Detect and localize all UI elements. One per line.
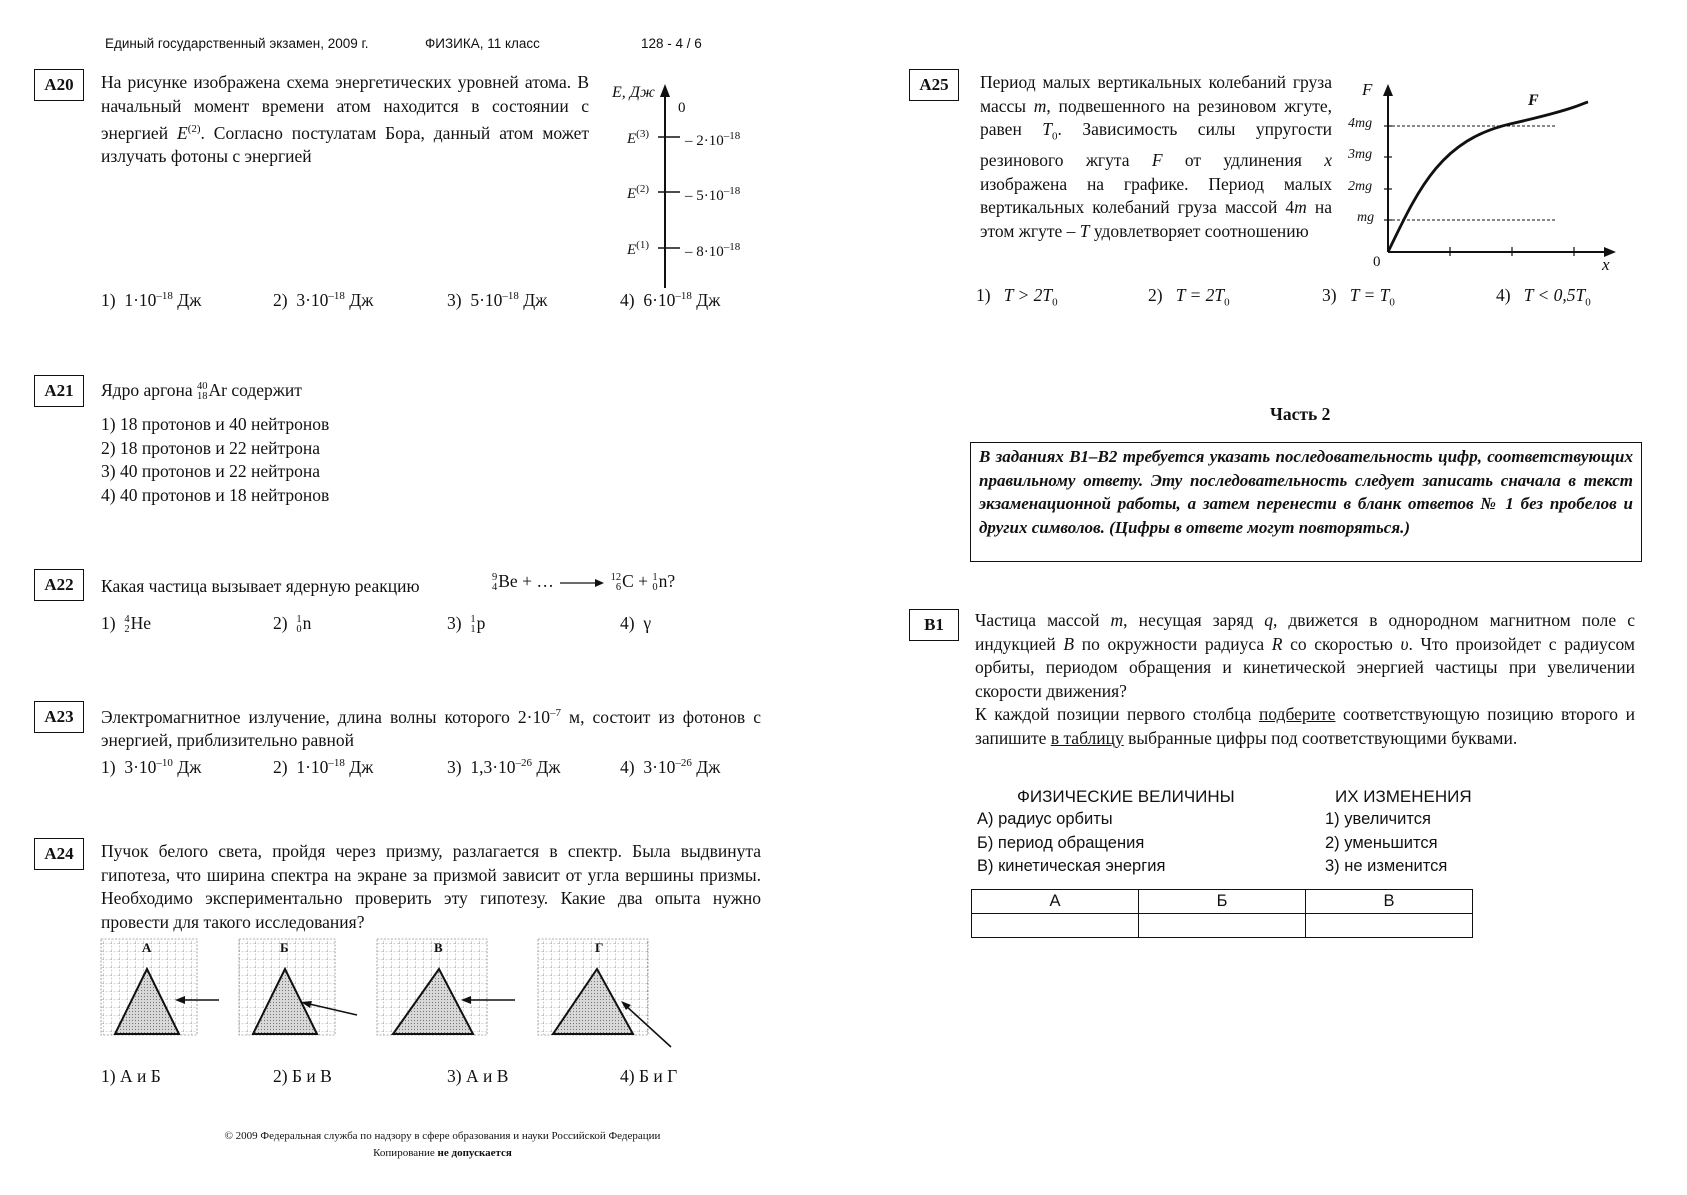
question-number-a23: А23 [34, 701, 84, 733]
b1-col2-item-1: 1) увеличится [1325, 810, 1431, 828]
graph-origin-label: 0 [1373, 254, 1381, 270]
header-exam: Единый государственный экзамен, 2009 г. [105, 36, 369, 51]
footer-copy-notice: Копирование не допускается [373, 1147, 512, 1159]
question-number-a20: А20 [34, 69, 84, 101]
a24-option-1: 1) А и Б [101, 1066, 161, 1086]
prism-figure-b [239, 939, 357, 1035]
b1-answer-cell-a[interactable] [972, 914, 1139, 938]
b1-col2-item-3: 3) не изменится [1325, 857, 1448, 875]
a23-option-3: 3) $1,3\cdot 10^{-26}$ Дж [447, 757, 561, 777]
b1-table-header-b: Б [1139, 890, 1306, 914]
b1-col1-header: ФИЗИЧЕСКИЕ ВЕЛИЧИНЫ [1017, 787, 1235, 806]
a22-option-1: 1) 4 2 He [101, 613, 151, 635]
a21-text: Ядро аргона 40 18 Ar содержит [101, 380, 302, 402]
energy-level-2-name: $E^{(2)}$ [627, 183, 649, 202]
a22-text: Какая частица вызывает ядерную реакцию [101, 576, 420, 596]
b1-col2-item-2: 2) уменьшится [1325, 834, 1438, 852]
a25-option-1: 1) $T > 2T_0$ [976, 285, 1058, 309]
b1-col1-item-b: Б) период обращения [977, 834, 1145, 852]
question-number-a25: А25 [909, 69, 959, 101]
a25-option-3: 3) $T = T_0$ [1322, 285, 1395, 309]
b1-col1-item-a: А) радиус орбиты [977, 810, 1113, 828]
graph-f-axis-label: F [1362, 80, 1373, 99]
header-subject: ФИЗИКА, 11 класс [425, 36, 540, 51]
graph-tick-mg: mg [1357, 210, 1375, 225]
reaction-arrow-icon [558, 577, 606, 589]
energy-level-3-value: – $2\cdot 10^{-18}$ [685, 130, 741, 149]
a21-option-4: 4) 40 протонов и 18 нейтронов [101, 485, 330, 505]
prism-label-a: А [142, 940, 152, 955]
a25-option-4: 4) $T < 0,5T_0$ [1496, 285, 1591, 309]
graph-curve-label: F [1528, 92, 1539, 109]
part2-title: Часть 2 [1270, 404, 1331, 424]
graph-tick-3mg: 3mg [1348, 147, 1373, 162]
a22-option-3: 3) 1 1 p [447, 613, 486, 635]
question-number-b1: В1 [909, 609, 959, 641]
b1-table-header-a: А [972, 890, 1139, 914]
a22-reaction: 9 4 Be + … 12 6 C + 1 0 n? [492, 571, 676, 593]
energy-level-1-value: – $8\cdot 10^{-18}$ [685, 241, 741, 260]
b1-col2-header: ИХ ИЗМЕНЕНИЯ [1335, 787, 1472, 806]
a22-option-4: 4) γ [620, 613, 652, 633]
energy-axis-label: E, Дж [612, 84, 655, 101]
a24-text: Пучок белого света, пройдя через призму, разлагается в спектр. Была выдвинута гипотеза, что ширина спектра на экране за призмой зависит от угла вершины призмы. Необходимо экспериментально проверить эту гипотезу. Какие два опыта нужно провести для такого исследования? [101, 841, 761, 932]
graph-x-axis-label: x [1602, 255, 1610, 274]
footer-copyright: © 2009 Федеральная служба по надзору в сфере образования и науки Российской Федерации [224, 1130, 661, 1142]
prism-figures [95, 935, 695, 1055]
a20-option-1: 1) $1\cdot 10^{-18}$ Дж [101, 290, 202, 310]
a23-text: Электромагнитное излучение, длина волны которого $2\cdot 10^{-7}$ м, состоит из фотонов с энергией, приблизительно равной [101, 706, 761, 751]
prism-label-d: Г [595, 940, 604, 955]
energy-level-2-value: – $5\cdot 10^{-18}$ [685, 185, 741, 204]
a23-option-2: 2) $1\cdot 10^{-18}$ Дж [273, 757, 374, 777]
b1-text: Частица массой m, несущая заряд q, движется в однородном магнитном поле с индукцией B по окружности радиуса R со скоростью υ. Что произойдет с радиусом орбиты, периодом обращения и кинетической энергией частицы при увеличении скорости движения? К каждой позиции первого столбца подберите соответствующую позицию второго и запишите в таблицу выбранные цифры под соответствующими буквами. [975, 610, 1635, 748]
question-number-a24: А24 [34, 838, 84, 870]
a21-option-2: 2) 18 протонов и 22 нейтрона [101, 438, 320, 458]
prism-label-c: В [434, 940, 443, 955]
graph-tick-2mg: 2mg [1348, 179, 1373, 194]
a20-option-4: 4) $6\cdot 10^{-18}$ Дж [620, 290, 721, 310]
energy-level-3-name: $E^{(3)}$ [627, 128, 649, 147]
a22-option-2: 2) 1 0 n [273, 613, 312, 635]
graph-tick-4mg: 4mg [1348, 116, 1373, 131]
a20-option-3: 3) $5\cdot 10^{-18}$ Дж [447, 290, 548, 310]
b1-col1-item-c: В) кинетическая энергия [977, 857, 1166, 875]
prism-figure-d [538, 939, 671, 1047]
b1-answer-cell-c[interactable] [1306, 914, 1473, 938]
energy-level-1-name: $E^{(1)}$ [627, 239, 649, 258]
a24-option-2: 2) Б и В [273, 1066, 332, 1086]
a23-option-4: 4) $3\cdot 10^{-26}$ Дж [620, 757, 721, 777]
b1-answer-cell-b[interactable] [1139, 914, 1306, 938]
b1-table-header-c: В [1306, 890, 1473, 914]
a25-option-2: 2) $T = 2T_0$ [1148, 285, 1230, 309]
a25-text: Период малых вертикальных колебаний груза массы m, подвешенного на резиновом жгуте, равен $T_0$. Зависимость силы упругости резинового жгута F от удлинения x изображена на графике. Период малых вертикальных колебаний груза массой 4m на этом жгуте – T удовлетворяет соотношению [980, 72, 1333, 241]
a24-option-3: 3) А и В [447, 1066, 509, 1086]
force-graph [1340, 80, 1620, 280]
prism-label-b: Б [280, 940, 289, 955]
a20-option-2: 2) $3\cdot 10^{-18}$ Дж [273, 290, 374, 310]
a20-text: На рисунке изображена схема энергетических уровней атома. В начальный момент времени атом находится в состоянии с энергией $E^{(2)}$. Согласно постулатам Бора, данный атом может излучать фотоны с энергией [101, 72, 589, 167]
energy-zero-label: 0 [678, 100, 686, 116]
a24-option-4: 4) Б и Г [620, 1066, 678, 1086]
question-number-a22: А22 [34, 569, 84, 601]
b1-answer-table [971, 889, 1473, 938]
prism-figure-c [377, 939, 515, 1035]
prism-figure-a [101, 939, 219, 1035]
part2-instruction: В заданиях В1–В2 требуется указать последовательность цифр, соответствующих правильному ответу. Эту последовательность следует записать сначала в текст экзаменационной работы, а затем перенести в бланк ответов № 1 без пробелов и других символов. (Цифры в ответе могут повторяться.) [970, 442, 1642, 562]
a23-option-1: 1) $3\cdot 10^{-10}$ Дж [101, 757, 202, 777]
header-page: 128 - 4 / 6 [641, 36, 702, 51]
a21-option-1: 1) 18 протонов и 40 нейтронов [101, 414, 330, 434]
question-number-a21: А21 [34, 375, 84, 407]
a21-option-3: 3) 40 протонов и 22 нейтрона [101, 461, 320, 481]
